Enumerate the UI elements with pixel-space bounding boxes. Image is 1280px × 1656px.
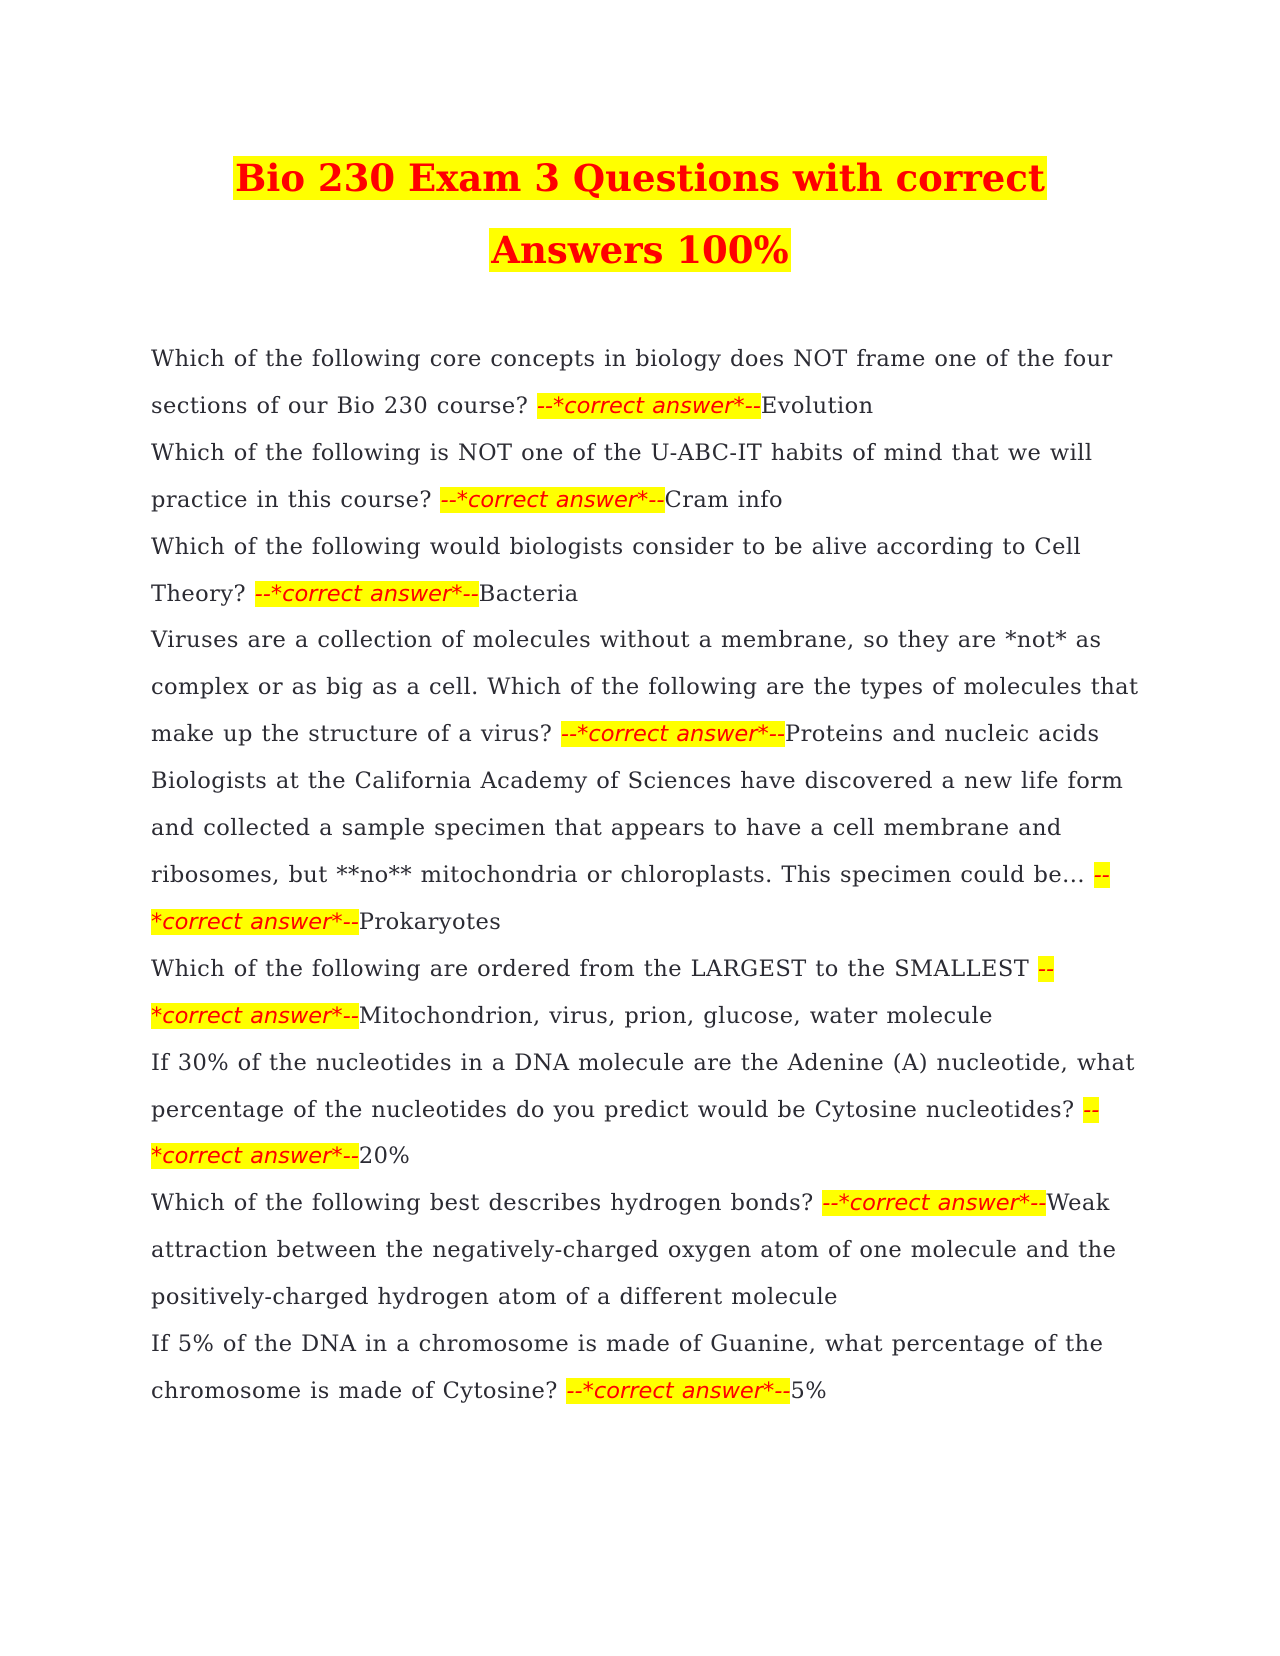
answer-tag: --*correct answer*--: [151, 861, 1110, 935]
answer-text: Bacteria: [478, 580, 579, 607]
answer-text: Proteins and nucleic acids: [784, 721, 1100, 748]
question-text: Which of the following core concepts in biology does NOT frame one of the four sections of our Bio 230 course?: [151, 346, 1113, 419]
question-item: [151, 524, 1141, 618]
question-item: [151, 1321, 1141, 1415]
question-text: Which of the following is NOT one of the U-ABC-IT habits of mind that we will practice in this course?: [151, 439, 1093, 513]
answer-tag: --*correct answer*--: [536, 392, 761, 419]
answer-tag: --*correct answer*--: [566, 1377, 791, 1404]
question-text: If 30% of the nucleotides in a DNA molecule are the Adenine (A) nucleotide, what percentage of the nucleotides do you predict would be Cytosine nucleotides?: [151, 1049, 1135, 1123]
question-text: Which of the following are ordered from the LARGEST to the SMALLEST: [151, 955, 1038, 982]
question-item: [151, 336, 1141, 430]
answer-text: 20%: [358, 1143, 411, 1170]
title-line-2: Answers 100%: [491, 228, 789, 272]
question-item: [151, 430, 1141, 524]
answer-tag: --*correct answer*--: [151, 1096, 1100, 1170]
document-title: [0, 142, 1280, 286]
answer-tag: --*correct answer*--: [151, 955, 1055, 1029]
answer-tag: --*correct answer*--: [822, 1190, 1047, 1217]
answer-text: Evolution: [760, 392, 874, 419]
answer-text: Prokaryotes: [358, 908, 502, 935]
answer-text: Mitochondrion, virus, prion, glucose, water molecule: [358, 1002, 993, 1029]
answer-tag: --*correct answer*--: [560, 721, 785, 748]
question-text: Which of the following would biologists consider to be alive according to Cell Theory?: [151, 533, 1082, 607]
question-text: Viruses are a collection of molecules without a membrane, so they are *not* as complex or as big as a cell. Which of the following are the types of molecules that make up the structure of a virus?: [151, 627, 1139, 748]
question-item: [151, 758, 1141, 946]
question-item: [151, 946, 1141, 1040]
question-item: [151, 1180, 1141, 1321]
question-item: [151, 1040, 1141, 1181]
question-text: If 5% of the DNA in a chromosome is made of Guanine, what percentage of the chromosome is made of Cytosine?: [151, 1331, 1104, 1404]
answer-text: Cram info: [664, 486, 784, 513]
title-line-1: Bio 230 Exam 3 Questions with correct: [235, 156, 1045, 200]
answer-tag: --*correct answer*--: [254, 580, 479, 607]
question-text: Biologists at the California Academy of Sciences have discovered a new life form and collected a sample specimen that appears to have a cell membrane and ribosomes, but **no** mitochondria or chloroplasts. This specimen could be...: [151, 768, 1124, 888]
question-list: [151, 336, 1141, 1415]
answer-tag: --*correct answer*--: [440, 486, 665, 513]
answer-text: 5%: [790, 1377, 828, 1404]
answer-text: Weak attraction between the negatively-charged oxygen atom of one molecule and the positively-charged hydrogen atom of a different molecule: [151, 1190, 1117, 1311]
question-item: [151, 617, 1141, 758]
question-text: Which of the following best describes hydrogen bonds?: [151, 1190, 823, 1217]
